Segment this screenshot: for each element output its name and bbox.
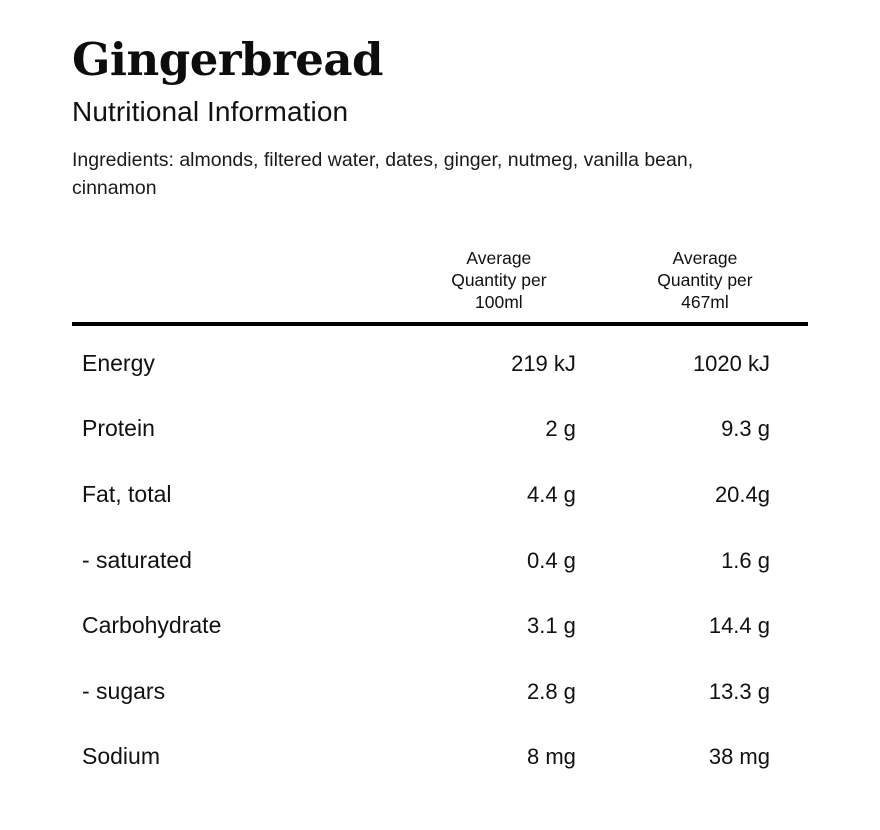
row-value-467ml: 1020 kJ [692,350,770,376]
row-value-467ml: 9.3 g [721,416,770,442]
column-header-line: Average [466,247,532,268]
page-title: Gingerbread [72,33,383,86]
table-row [72,593,808,659]
table-row [72,324,808,397]
panel-subtitle: Nutritional Information [72,96,349,128]
table-row [72,462,808,528]
row-value-467ml: 14.4 g [708,613,770,639]
table-row [72,659,808,725]
row-label: Fat, total [82,480,172,507]
table-row [72,396,808,462]
row-value-467ml: 1.6 g [721,547,770,573]
column-header-line: 100ml [475,292,523,313]
table-row [72,528,808,594]
column-header-nutrient [72,247,396,324]
column-header-line: Average [672,247,738,268]
row-label: - saturated [82,546,192,573]
column-header-line: Quantity per [451,269,547,290]
row-value-467ml: 20.4g [714,481,770,507]
row-value-467ml: 38 mg [708,744,770,770]
row-label: Energy [82,349,155,376]
row-value-100ml: 2 g [545,416,576,442]
table-header [72,247,808,324]
row-value-467ml: 13.3 g [708,678,770,704]
column-header-line: Quantity per [657,269,753,290]
table-row [72,724,808,790]
row-label: Sodium [82,743,160,770]
row-value-100ml: 8 mg [526,744,576,770]
table-body [72,324,808,790]
row-value-100ml: 0.4 g [526,547,576,573]
column-header-line: 467ml [681,292,729,313]
nutrition-table [72,247,808,790]
row-value-100ml: 3.1 g [526,613,576,639]
column-header-per-100ml [396,247,602,324]
row-label: - sugars [82,677,166,704]
column-header-per-467ml [602,247,808,324]
row-value-100ml: 4.4 g [526,481,576,507]
row-label: Protein [82,415,155,442]
row-value-100ml: 219 kJ [511,350,576,376]
row-value-100ml: 2.8 g [526,678,576,704]
ingredients-text: Ingredients: almonds, filtered water, dates, ginger, nutmeg, vanilla bean, cinnamon [72,149,694,200]
row-label: Carbohydrate [82,612,222,639]
